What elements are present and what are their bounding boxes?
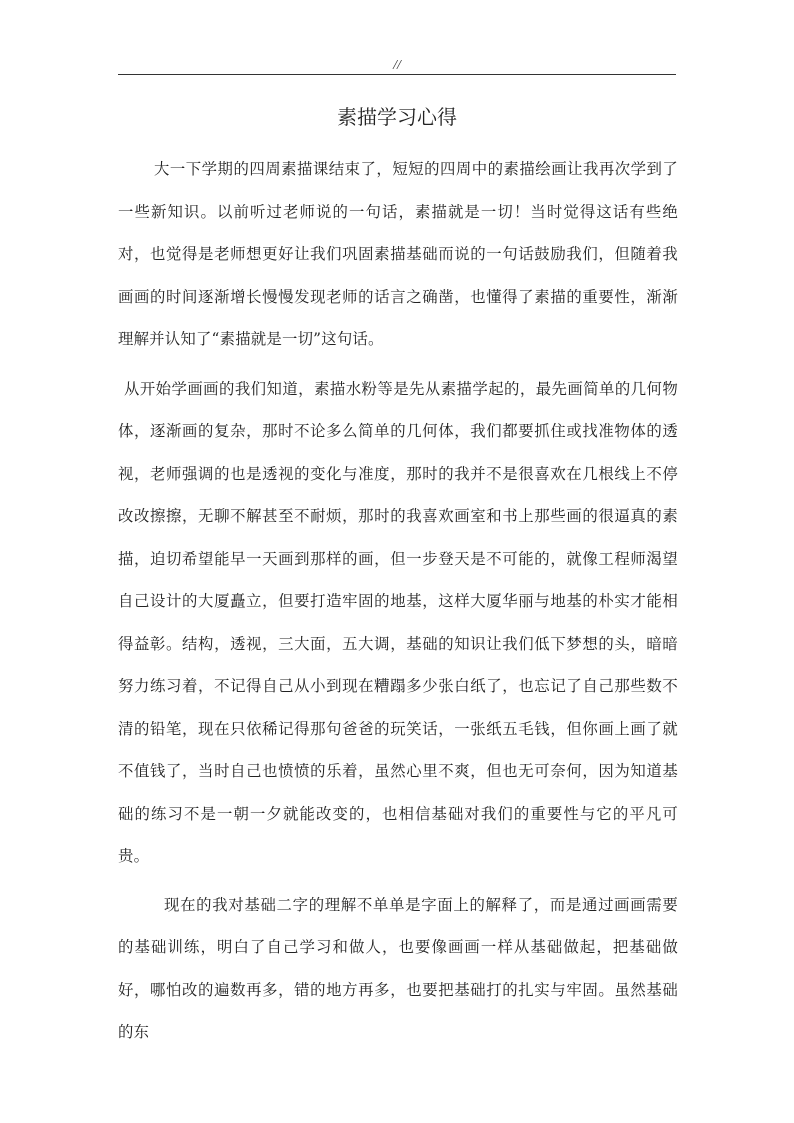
header-mark: //: [393, 58, 401, 73]
document-title: 素描学习心得: [337, 105, 457, 129]
document-body: [118, 148, 678, 1054]
paragraph-1: 大一下学期的四周素描课结束了，短短的四周中的素描绘画让我再次学到了一些新知识。以前听过老师说的一句话，素描就是一切！当时觉得这话有些绝对，也觉得是老师想更好让我们巩固素描基础而说的一句话鼓励我们，但随着我画画的时间逐渐增长慢慢发现老师的话言之确凿，也懂得了素描的重要性，渐渐理解并认知了“素描就是一切”这句话。: [118, 160, 678, 348]
page-header: [118, 54, 676, 75]
paragraph-3: 现在的我对基础二字的理解不单单是字面上的解释了，而是通过画画需要的基础训练，明白了自己学习和做人，也要像画画一样从基础做起，把基础做好，哪怕改的遍数再多，错的地方再多，也要把基础打的扎实与牢固。虽然基础的东: [118, 895, 678, 1041]
paragraph-2: 从开始学画画的我们知道，素描水粉等是先从素描学起的，最先画简单的几何物体，逐渐画的复杂，那时不论多么简单的几何体，我们都要抓住或找准物体的透视，老师强调的也是透视的变化与准度，那时的我并不是很喜欢在几根线上不停改改擦擦，无聊不解甚至不耐烦，那时的我喜欢画室和书上那些画的很逼真的素描，迫切希望能早一天画到那样的画，但一步登天是不可能的，就像工程师渴望自己设计的大厦矗立，但要打造牢固的地基，这样大厦华丽与地基的朴实才能相得益彰。结构，透视，三大面，五大调，基础的知识让我们低下梦想的头，暗暗努力练习着，不记得自己从小到现在糟蹋多少张白纸了，也忘记了自己那些数不清的铅笔，现在只依稀记得那句爸爸的玩笑话，一张纸五毛钱，但你画上画了就不值钱了，当时自己也愤愤的乐着，虽然心里不爽，但也无可奈何，因为知道基础的练习不是一朝一夕就能改变的，也相信基础对我们的重要性与它的平凡可贵。: [118, 379, 678, 865]
